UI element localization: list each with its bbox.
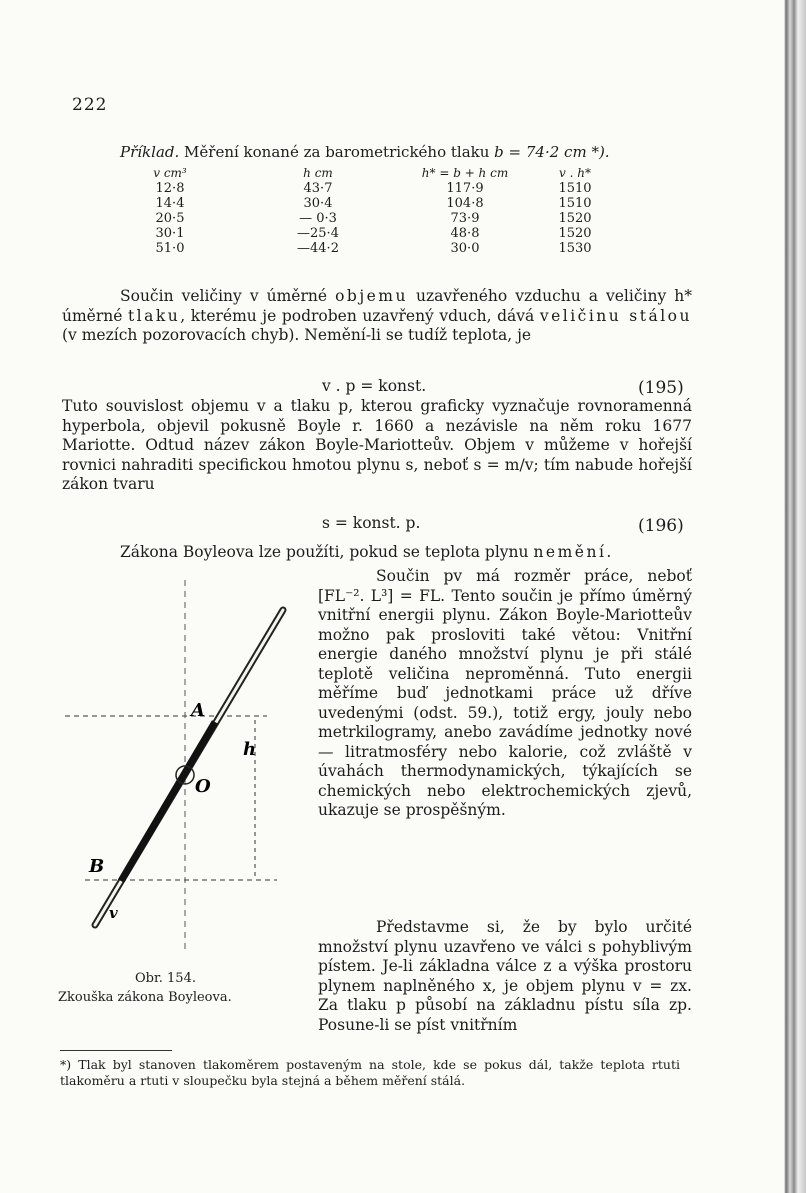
example-formula: b = 74·2 cm *). [494,143,610,161]
table-header: h* = b + h cm [421,166,509,180]
equation-number-196: (196) [638,516,684,536]
example-label: Příklad. [120,143,180,161]
paragraph-boyle-mariotte: Tuto souvislost objemu v a tlaku p, kterou graficky vyznačuje rovnoramenná hyperbola, objevil pokusně Boyle r. 1660 a nezávisle na něm roku 1677 Mariotte. Odtud název zákon Boyle-Mariotteův. Objem v můžeme v hořejší rovnici nahraditi specifickou hmotou plynu s, neboť s = m/v; tím nabude hořejší zákon tvaru [62,397,692,493]
table-column-hstar [405,166,525,256]
table-cell: 30·1 [155,226,185,241]
spaced-word: tlaku [127,306,181,325]
footnote-rule [60,1050,172,1051]
table-cell: 30·0 [450,241,480,256]
table-cell: 43·7 [303,181,333,196]
table-cell: 1520 [558,211,592,226]
equation-number-195: (195) [638,378,684,398]
table-column-vh [525,166,625,256]
page-number: 222 [72,95,108,115]
table-cell: —44·2 [297,241,339,256]
table-header: v . h* [559,166,591,180]
footnote: *) Tlak byl stanoven tlakoměrem postaveným na stole, kde se pokus dál, takže teplota rtuti tlakoměru a rtuti v sloupečku byla stejná a během měření stálá. [60,1057,680,1088]
table-cell: 104·8 [446,196,484,211]
label-h: h [243,739,257,760]
table-cell: 51·0 [155,241,185,256]
spaced-word: veličinu stálou [539,306,692,325]
example-intro [120,143,610,161]
table-cell: 1510 [558,196,592,211]
table-header: v cm³ [153,166,187,180]
label-v: v [109,904,118,922]
table-column-h [268,166,368,256]
mercury-column [121,722,215,881]
label-b: B [89,856,105,877]
label-a: A [191,700,205,721]
table-cell: 20·5 [155,211,185,226]
figure-caption-number: Obr. 154. [135,971,196,986]
table-cell: — 0·3 [299,211,337,226]
paragraph-applicability: Zákona Boyleova lze použíti, pokud se teplota plynu nemění. [120,543,614,561]
table-cell: 48·8 [450,226,480,241]
spaced-word: nemění. [533,543,614,561]
table-cell: 1520 [558,226,592,241]
table-cell: 73·9 [450,211,480,226]
label-o: O [195,776,211,797]
table-cell: 14·4 [155,196,185,211]
paragraph-product: Součin veličiny v úměrné objemu uzavřeného vzduchu a veličiny h* úměrné tlaku, kterému je podroben uzavřený vduch, dává veličinu stálou (v mezích pozorovacích chyb). Nemění-li se tudíž teplota, je [62,287,692,344]
spaced-word: objemu [335,287,408,305]
table-cell: 12·8 [155,181,185,196]
equation-196: s = konst. p. [322,514,421,532]
equation-195: v . p = konst. [322,377,427,395]
table-cell: 1530 [558,241,592,256]
figure-caption-title: Zkouška zákona Boyleova. [58,990,232,1005]
table-cell: —25·4 [297,226,339,241]
table-cell: 1510 [558,181,592,196]
page-edge [778,0,806,1193]
paragraph-energy: Součin pv má rozměr práce, neboť [FL⁻². L³] = FL. Tento součin je přímo úměrný vnitřní energii plynu. Zákon Boyle-Mariotteův možno pak prosloviti také větou: Vnitřní energie daného množství plynu je při stálé teplotě veličina neproměnná. Tuto energii měříme buď jednotkami práce už dříve uvedenými (odst. 59.), totiž ergy, jouly nebo metrkilogramy, anebo zavádíme jednotky nové — litratmosféry nebo kalorie, což zvláště v úvahách thermodynamických, týkajících se chemických nebo elektrochemických zjevů, ukazuje se prospěšným. [318,567,692,819]
table-cell: 30·4 [303,196,333,211]
table-cell: 117·9 [446,181,484,196]
boyle-apparatus-figure [55,570,315,970]
table-column-v [120,166,220,256]
example-text: Měření konané za barometrického tlaku [184,143,490,161]
paragraph-piston-a: Představme si, že by bylo určité množství plynu uzavřeno ve válci s pohyblivým pístem. Je-li základna válce z a výška prostoru plynem naplněného x, je objem plynu v = zx. Za tlaku p působí na základnu pístu síla zp. Posune-li se píst vnitřním [318,918,692,1034]
table-header: h cm [303,166,333,180]
